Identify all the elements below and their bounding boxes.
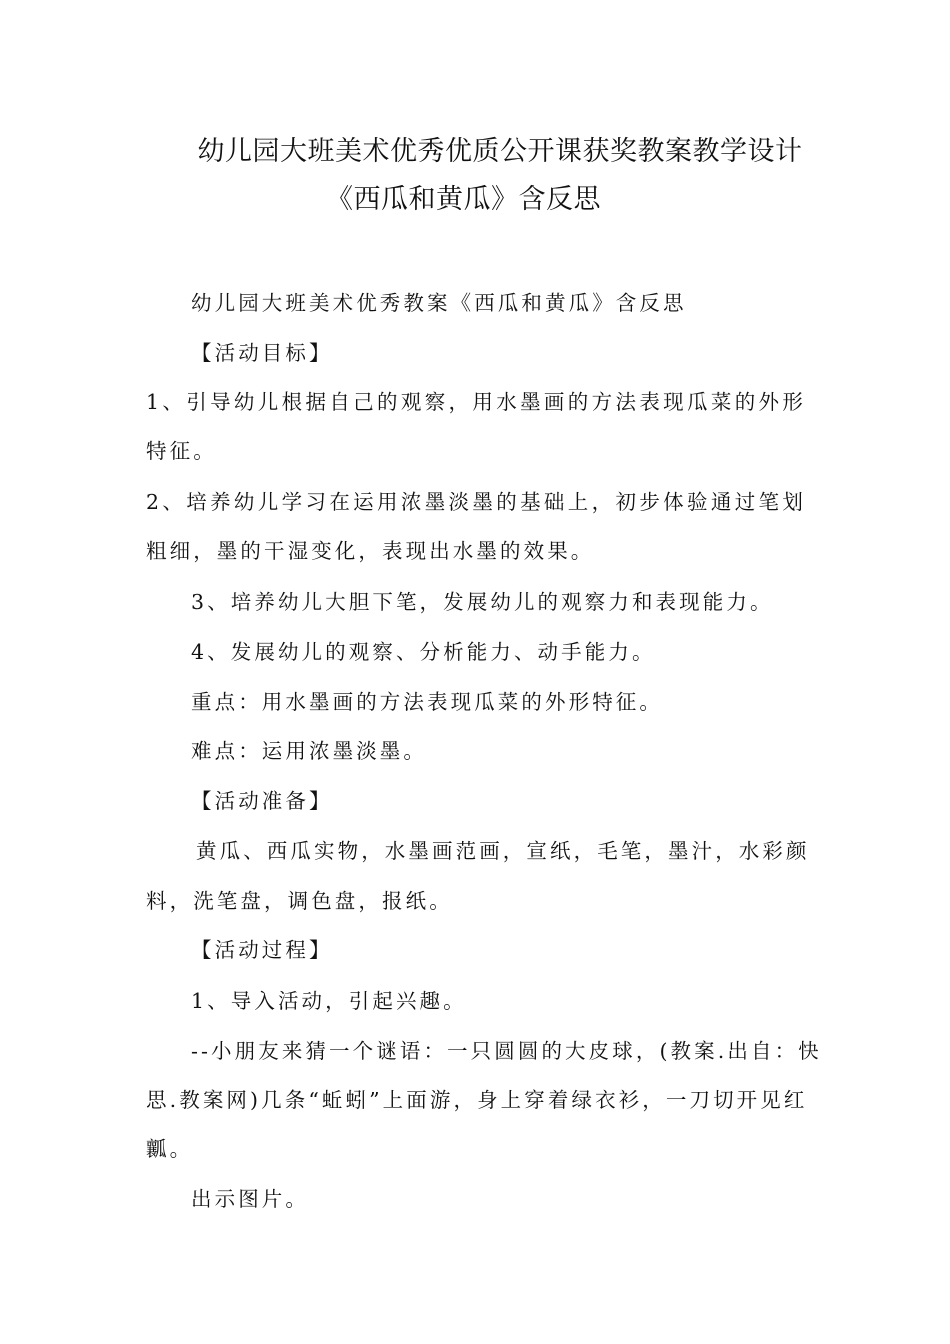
show-picture: 出示图片。 [191,1187,309,1211]
difficulty: 难点：运用浓墨淡墨。 [191,739,427,763]
document-title-line-1: 幼儿园大班美术优秀优质公开课获奖教案教学设计 [197,136,803,167]
preparation-heading: 【活动准备】 [191,789,333,813]
goal-3: 3、培养幼儿大胆下笔，发展幼儿的观察力和表现能力。 [191,590,774,614]
riddle-line-2: 思.教案网)几条“蚯蚓”上面游，身上穿着绿衣衫，一刀切开见红 [146,1088,808,1112]
riddle-line-1: --小朋友来猜一个谜语：一只圆圆的大皮球，(教案.出自：快 [191,1039,822,1063]
riddle-line-3: 瓤。 [146,1137,194,1161]
document-title-line-2: 《西瓜和黄瓜》含反思 [326,184,601,215]
preparation-line-1: 黄瓜、西瓜实物，水墨画范画，宣纸，毛笔，墨汁，水彩颜 [196,839,810,863]
goal-1-line-1: 1、引导幼儿根据自己的观察，用水墨画的方法表现瓜菜的外形 [146,390,806,414]
preparation-line-2: 料，洗笔盘，调色盘，报纸。 [146,889,453,913]
key-point: 重点：用水墨画的方法表现瓜菜的外形特征。 [191,690,663,714]
goal-1-line-2: 特征。 [146,439,217,463]
goal-2-line-2: 粗细，墨的干湿变化，表现出水墨的效果。 [146,539,595,563]
goals-heading: 【活动目标】 [191,341,333,365]
goal-2-line-1: 2、培养幼儿学习在运用浓墨淡墨的基础上，初步体验通过笔划 [146,490,806,514]
process-step-1: 1、导入活动，引起兴趣。 [191,989,467,1013]
subtitle: 幼儿园大班美术优秀教案《西瓜和黄瓜》含反思 [191,291,687,315]
goal-4: 4、发展幼儿的观察、分析能力、动手能力。 [191,640,656,664]
process-heading: 【活动过程】 [191,938,333,962]
